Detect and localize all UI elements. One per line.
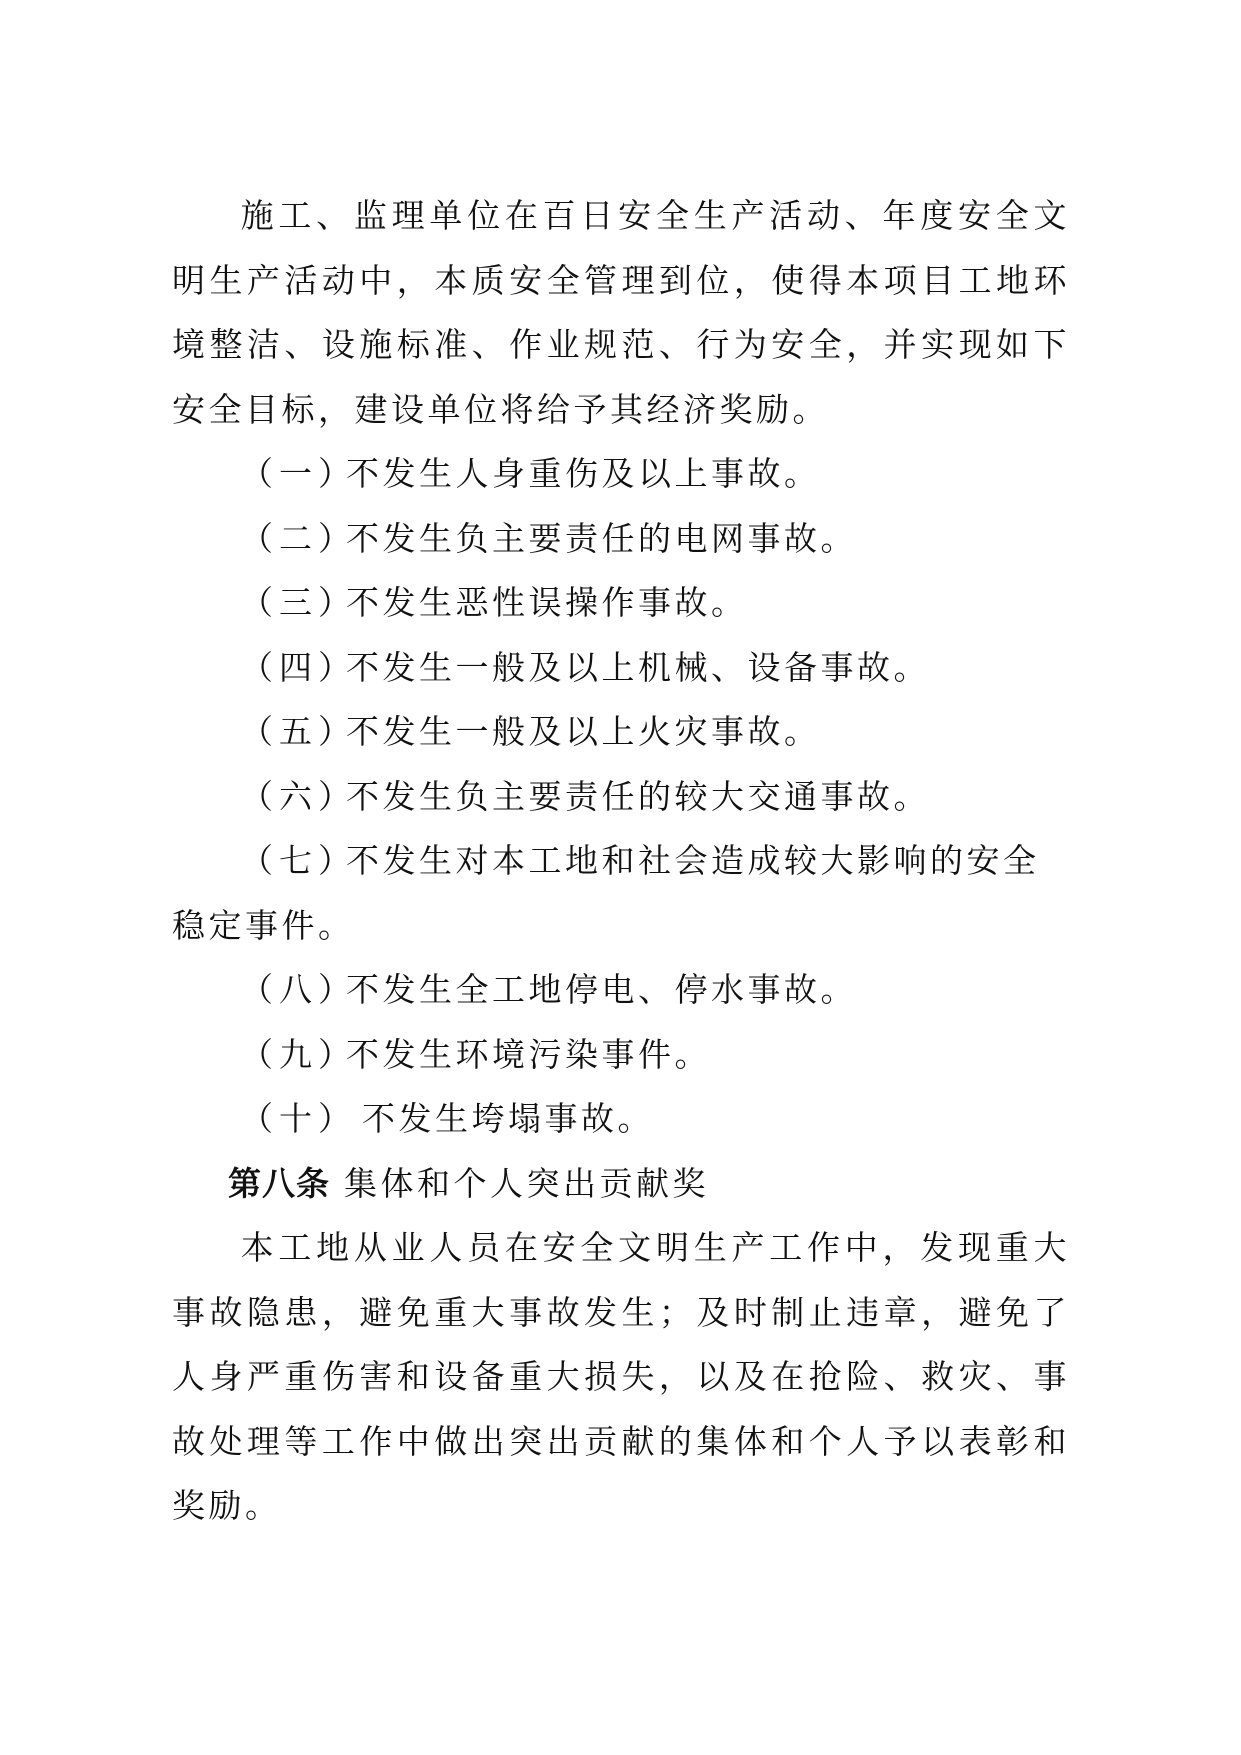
list-item-4 [172, 636, 1070, 701]
list-item-text: 不发生一般及以上火灾事故。 [346, 712, 821, 751]
list-item-number: （五） [240, 712, 357, 751]
intro-paragraph: 施工、监理单位在百日安全生产活动、年度安全文明生产活动中，本质安全管理到位，使得本项目工地环境整洁、设施标准、作业规范、行为安全，并实现如下安全目标，建设单位将给予其经济奖励。 [172, 196, 1070, 429]
article-label: 第八条 [228, 1163, 330, 1203]
list-item-number: （三） [240, 583, 357, 622]
list-item-number: （六） [240, 776, 357, 816]
list-item-1 [172, 442, 1070, 507]
list-item-6 [172, 765, 1070, 830]
list-item-number: （七） [240, 841, 357, 880]
list-item-text: 不发生负主要责任的较大交通事故。 [346, 776, 930, 816]
list-item-text: 不发生对本工地和社会造成较大影响的安全稳定事件。 [172, 841, 1040, 945]
list-item-5 [172, 700, 1070, 765]
list-item-number: （二） [240, 518, 357, 558]
article-heading [172, 1152, 1070, 1217]
list-item-number: （一） [240, 454, 357, 493]
list-item-2 [172, 507, 1070, 572]
list-item-number: （九） [240, 1034, 357, 1074]
list-item-text: 不发生全工地停电、停水事故。 [346, 970, 857, 1009]
list-item-text: 不发生垮塌事故。 [362, 1099, 654, 1138]
article-title: 集体和个人突出贡献奖 [344, 1163, 709, 1203]
list-item-7 [172, 829, 1070, 958]
list-item-number: （八） [240, 970, 357, 1009]
list-item-text: 不发生人身重伤及以上事故。 [346, 454, 821, 493]
list-item-text: 不发生恶性误操作事故。 [346, 583, 748, 622]
list-item-number: （十） [240, 1099, 357, 1138]
list-item-9 [172, 1023, 1070, 1088]
list-item-number: （四） [240, 647, 357, 687]
list-item-8 [172, 958, 1070, 1023]
list-item-text: 不发生环境污染事件。 [346, 1034, 711, 1074]
article-body-paragraph: 本工地从业人员在安全文明生产工作中，发现重大事故隐患，避免重大事故发生；及时制止违章，避免了人身严重伤害和设备重大损失，以及在抢险、救灾、事故处理等工作中做出突出贡献的集体和个人予以表彰和奖励。 [172, 1228, 1070, 1525]
list-item-3 [172, 571, 1070, 636]
document-body [172, 184, 1070, 1539]
list-item-10 [172, 1087, 1070, 1152]
list-item-text: 不发生一般及以上机械、设备事故。 [346, 647, 930, 687]
list-item-text: 不发生负主要责任的电网事故。 [346, 518, 857, 558]
